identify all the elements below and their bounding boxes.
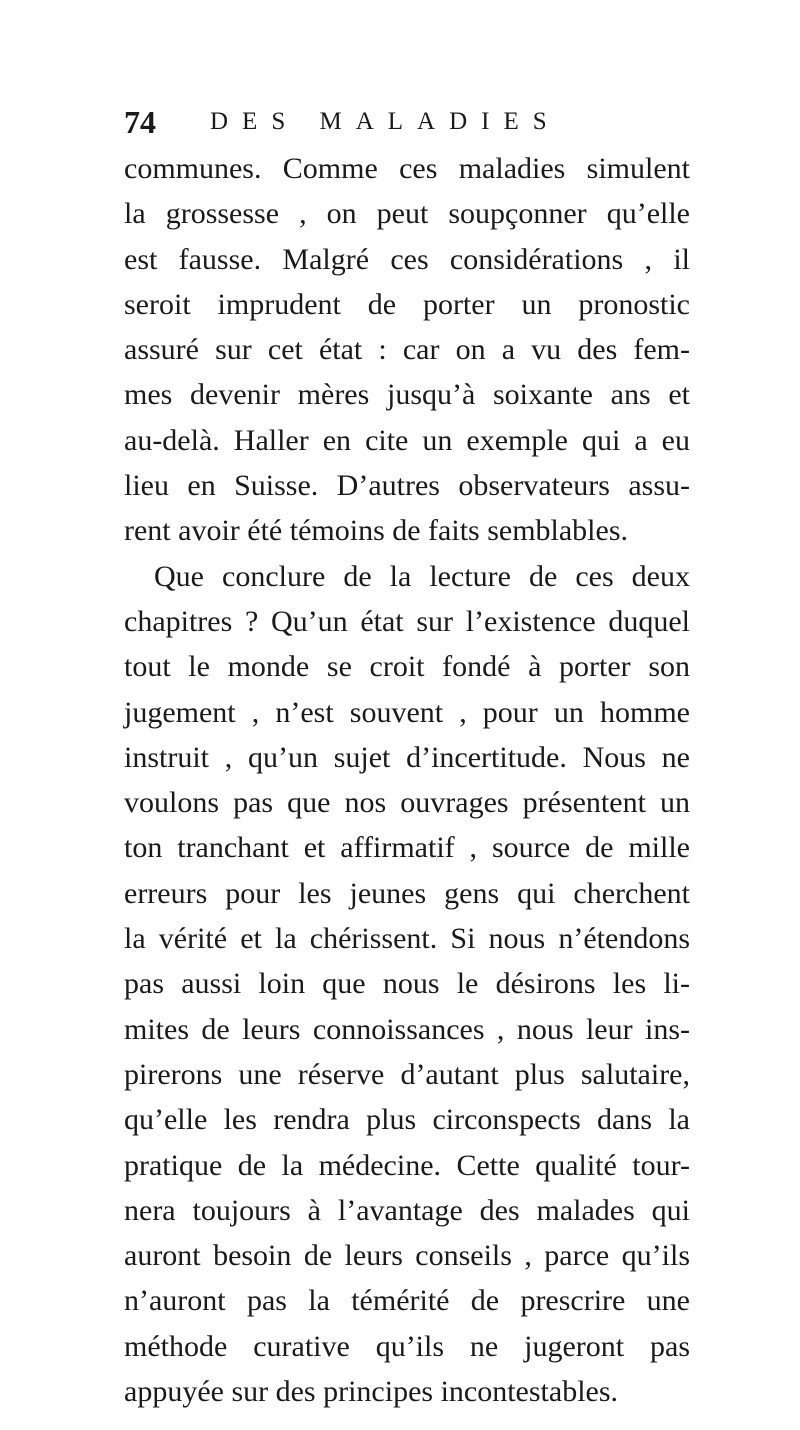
text-line: qu’elle les rendra plus circonspects dans la: [124, 1103, 690, 1137]
paragraph-start-line: Que conclure de la lecture de ces deux: [154, 559, 690, 593]
text-line: erreurs pour les jeunes gens qui cherchent: [124, 876, 690, 910]
text-line: la grossesse , on peut soupçonner qu’elle: [124, 197, 690, 231]
text-line: lieu en Suisse. D’autres observateurs assu-: [124, 469, 690, 503]
running-head: [124, 102, 684, 142]
page-number: 74: [124, 104, 156, 140]
text-line: voulons pas que nos ouvrages présentent un: [124, 786, 690, 820]
text-line: appuyée sur des principes incontestables.: [124, 1375, 619, 1409]
text-line: rent avoir été témoins de faits semblables.: [124, 514, 629, 548]
body-text: [124, 146, 690, 1414]
text-line: au-delà. Haller en cite un exemple qui a eu: [124, 423, 690, 457]
text-line: communes. Comme ces maladies simulent: [124, 152, 690, 185]
text-line: assuré sur cet état : car on a vu des fem-: [124, 333, 690, 367]
text-line: est fausse. Malgré ces considérations , il: [124, 242, 690, 276]
text-line: pirerons une réserve d’autant plus salutaire,: [124, 1057, 690, 1091]
text-line: seroit imprudent de porter un pronostic: [124, 287, 690, 321]
text-line: méthode curative qu’ils ne jugeront pas: [124, 1329, 690, 1363]
text-line: nera toujours à l’avantage des malades qui: [124, 1193, 690, 1227]
text-line: jugement , n’est souvent , pour un homme: [124, 695, 690, 729]
text-line: chapitres ? Qu’un état sur l’existence duquel: [124, 604, 690, 638]
running-title: DES MALADIES: [210, 108, 561, 135]
text-line: mes devenir mères jusqu’à soixante ans et: [124, 378, 690, 412]
text-line: mites de leurs connoissances , nous leur ins-: [124, 1012, 690, 1046]
text-line: n’auront pas la témérité de prescrire une: [124, 1284, 690, 1318]
text-line: ton tranchant et affirmatif , source de mille: [124, 831, 690, 865]
text-line: pas aussi loin que nous le désirons les li-: [124, 967, 690, 1001]
text-line: auront besoin de leurs conseils , parce qu’ils: [124, 1239, 690, 1273]
text-line: tout le monde se croit fondé à porter son: [124, 650, 690, 684]
text-line: la vérité et la chérissent. Si nous n’étendons: [124, 922, 690, 956]
text-line: instruit , qu’un sujet d’incertitude. Nous ne: [124, 740, 690, 774]
text-line: pratique de la médecine. Cette qualité tour-: [124, 1148, 690, 1182]
